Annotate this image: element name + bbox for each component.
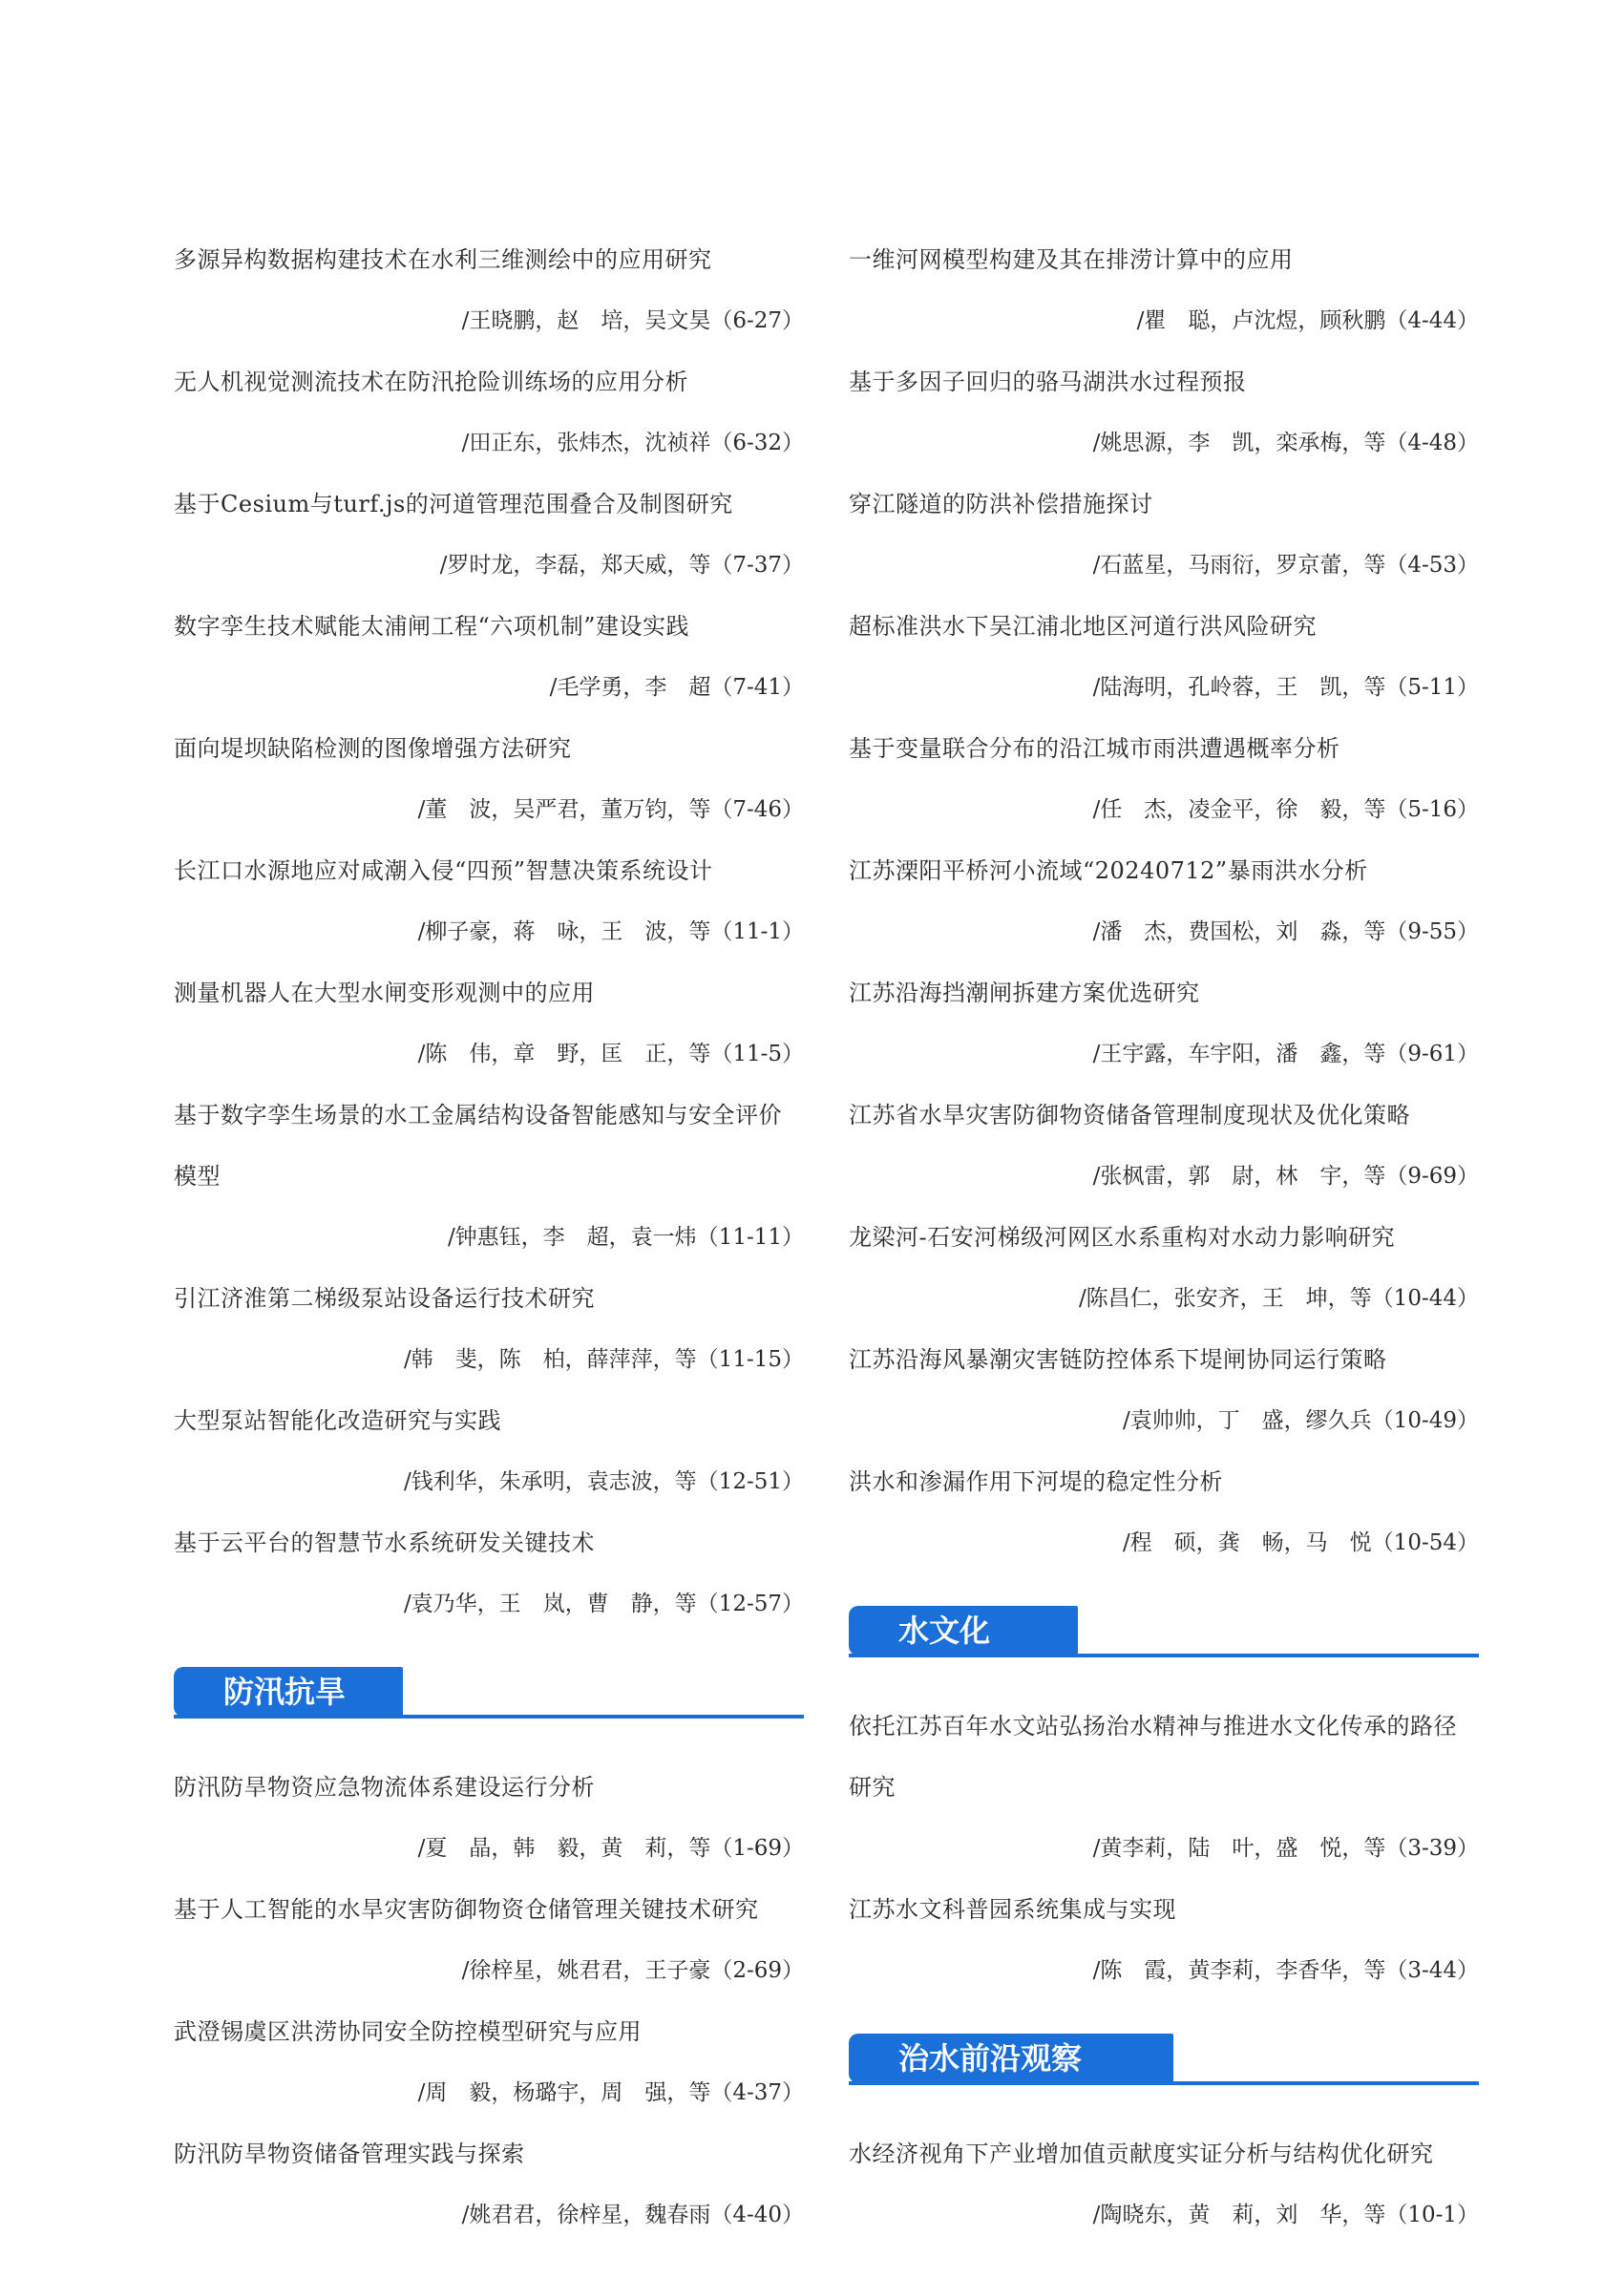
article-title: 一维河网模型构建及其在排涝计算中的应用 <box>849 246 1294 273</box>
left-column <box>174 229 804 2246</box>
article-authors: /罗时龙，李磊，郑天威，等（7-37） <box>439 553 804 578</box>
article-title: 数字孪生技术赋能太浦闸工程“六项机制”建设实践 <box>174 613 690 640</box>
section-header-frontier-observation <box>849 2034 1479 2085</box>
article-title: 基于变量联合分布的沿江城市雨洪遭遇概率分析 <box>849 735 1340 762</box>
article-authors: /柳子豪，蒋 咏，王 波，等（11-1） <box>417 919 804 944</box>
article-authors: /周 毅，杨璐宇，周 强，等（4-37） <box>417 2080 804 2105</box>
article-authors: /姚思源，李 凯，栾承梅，等（4-48） <box>1092 431 1479 455</box>
article-entry <box>849 229 1479 351</box>
article-authors: /陈昌仁，张安齐，王 坤，等（10-44） <box>1078 1286 1479 1311</box>
right-entries-b <box>849 1696 1479 2001</box>
article-entry <box>849 351 1479 474</box>
article-authors: /夏 晶，韩 毅，黄 莉，等（1-69） <box>417 1836 804 1861</box>
article-authors: /田正东，张炜杰，沈祯祥（6-32） <box>461 431 804 455</box>
article-title: 基于云平台的智慧节水系统研发关键技术 <box>174 1529 595 1556</box>
article-authors: /石蓝星，马雨衍，罗京蕾，等（4-53） <box>1092 553 1479 578</box>
article-authors: /黄李莉，陆 叶，盛 悦，等（3-39） <box>1092 1836 1479 1861</box>
article-title: 依托江苏百年水文站弘扬治水精神与推进水文化传承的路径研究 <box>849 1713 1457 1801</box>
article-entry <box>174 2123 804 2246</box>
article-entry <box>174 1268 804 1390</box>
article-title: 超标准洪水下吴江浦北地区河道行洪风险研究 <box>849 613 1317 640</box>
left-entries-a <box>174 229 804 1635</box>
article-authors: /钱利华，朱承明，袁志波，等（12-51） <box>403 1469 804 1494</box>
article-title: 基于多因子回归的骆马湖洪水过程预报 <box>849 369 1247 395</box>
article-title: 江苏水文科普园系统集成与实现 <box>849 1896 1176 1923</box>
section-title: 水文化 <box>849 1606 1078 1656</box>
article-entry <box>174 718 804 840</box>
article-entry <box>849 474 1479 596</box>
article-title: 基于数字孪生场景的水工金属结构设备智能感知与安全评价模型 <box>174 1102 782 1190</box>
article-authors: /程 硕，龚 畅，马 悦（10-54） <box>1122 1530 1479 1555</box>
article-title: 江苏省水旱灾害防御物资储备管理制度现状及优化策略 <box>849 1102 1410 1128</box>
article-entry <box>849 1879 1479 2001</box>
article-title: 江苏沿海风暴潮灾害链防控体系下堤闸协同运行策略 <box>849 1346 1387 1373</box>
article-title: 面向堤坝缺陷检测的图像增强方法研究 <box>174 735 572 762</box>
article-entry <box>849 718 1479 840</box>
article-entry <box>174 351 804 474</box>
article-authors: /任 杰，凌金平，徐 毅，等（5-16） <box>1092 797 1479 822</box>
article-authors: /陶晓东，黄 莉，刘 华，等（10-1） <box>1092 2203 1479 2227</box>
article-entry <box>174 962 804 1085</box>
article-title: 防汛防旱物资应急物流体系建设运行分析 <box>174 1774 595 1801</box>
article-authors: /瞿 聪，卢沈煜，顾秋鹏（4-44） <box>1136 308 1479 333</box>
article-authors: /张枫雷，郭 尉，林 宇，等（9-69） <box>1092 1164 1479 1189</box>
article-entry <box>849 962 1479 1085</box>
article-entry <box>849 2123 1479 2246</box>
article-entry <box>849 596 1479 718</box>
article-entry <box>174 1512 804 1635</box>
article-title: 水经济视角下产业增加值贡献度实证分析与结构优化研究 <box>849 2141 1434 2167</box>
article-authors: /潘 杰，费国松，刘 淼，等（9-55） <box>1092 919 1479 944</box>
article-title: 基于人工智能的水旱灾害防御物资仓储管理关键技术研究 <box>174 1896 759 1923</box>
article-title: 大型泵站智能化改造研究与实践 <box>174 1407 501 1434</box>
article-entry <box>174 596 804 718</box>
article-authors: /董 波，吴严君，董万钧，等（7-46） <box>417 797 804 822</box>
article-title: 无人机视觉测流技术在防汛抢险训练场的应用分析 <box>174 369 688 395</box>
article-authors: /韩 斐，陈 柏，薛萍萍，等（11-15） <box>403 1347 804 1372</box>
article-authors: /毛学勇，李 超（7-41） <box>549 675 804 700</box>
article-entry <box>849 1696 1479 1879</box>
article-entry <box>174 474 804 596</box>
article-authors: /陈 霞，黄李莉，李香华，等（3-44） <box>1092 1958 1479 1983</box>
section-header-water-culture <box>849 1606 1479 1657</box>
article-title: 多源异构数据构建技术在水利三维测绘中的应用研究 <box>174 246 712 273</box>
article-title: 穿江隧道的防洪补偿措施探讨 <box>849 491 1153 517</box>
article-entry <box>849 840 1479 962</box>
article-title: 防汛防旱物资储备管理实践与探索 <box>174 2141 525 2167</box>
left-entries-b <box>174 1757 804 2246</box>
article-title: 武澄锡虞区洪涝协同安全防控模型研究与应用 <box>174 2018 642 2045</box>
right-entries-c <box>849 2123 1479 2246</box>
article-title: 龙梁河-石安河梯级河网区水系重构对水动力影响研究 <box>849 1224 1396 1251</box>
article-authors: /袁帅帅，丁 盛，缪久兵（10-49） <box>1122 1408 1479 1433</box>
article-authors: /王晓鹏，赵 培，吴文昊（6-27） <box>461 308 804 333</box>
article-entry <box>174 1879 804 2001</box>
article-title: 引江济淮第二梯级泵站设备运行技术研究 <box>174 1285 595 1312</box>
article-entry <box>174 1757 804 1879</box>
article-entry <box>174 1390 804 1512</box>
right-entries-a <box>849 229 1479 1573</box>
article-authors: /钟惠钰，李 超，袁一炜（11-11） <box>447 1225 804 1250</box>
article-authors: /王宇露，车宇阳，潘 鑫，等（9-61） <box>1092 1042 1479 1066</box>
article-authors: /袁乃华，王 岚，曹 静，等（12-57） <box>403 1592 804 1616</box>
section-header-flood-drought <box>174 1667 804 1719</box>
article-authors: /陈 伟，章 野，匡 正，等（11-5） <box>417 1042 804 1066</box>
article-title: 基于Cesium与turf.js的河道管理范围叠合及制图研究 <box>174 491 733 517</box>
article-authors: /姚君君，徐梓星，魏春雨（4-40） <box>461 2203 804 2227</box>
article-title: 江苏溧阳平桥河小流域“20240712”暴雨洪水分析 <box>849 857 1368 884</box>
section-title: 防汛抗旱 <box>174 1667 403 1717</box>
article-entry <box>174 1085 804 1268</box>
article-entry <box>849 1329 1479 1451</box>
article-entry <box>174 840 804 962</box>
article-entry <box>174 229 804 351</box>
article-title: 洪水和渗漏作用下河堤的稳定性分析 <box>849 1468 1223 1495</box>
article-title: 长江口水源地应对咸潮入侵“四预”智慧决策系统设计 <box>174 857 713 884</box>
right-column <box>849 229 1479 2246</box>
article-entry <box>849 1451 1479 1573</box>
article-authors: /徐梓星，姚君君，王子豪（2-69） <box>461 1958 804 1983</box>
article-title: 测量机器人在大型水闸变形观测中的应用 <box>174 980 595 1006</box>
article-authors: /陆海明，孔岭蓉，王 凯，等（5-11） <box>1092 675 1479 700</box>
article-title: 江苏沿海挡潮闸拆建方案优选研究 <box>849 980 1200 1006</box>
section-title: 治水前沿观察 <box>849 2034 1173 2083</box>
article-entry <box>849 1207 1479 1329</box>
article-entry <box>849 1085 1479 1207</box>
article-entry <box>174 2001 804 2123</box>
